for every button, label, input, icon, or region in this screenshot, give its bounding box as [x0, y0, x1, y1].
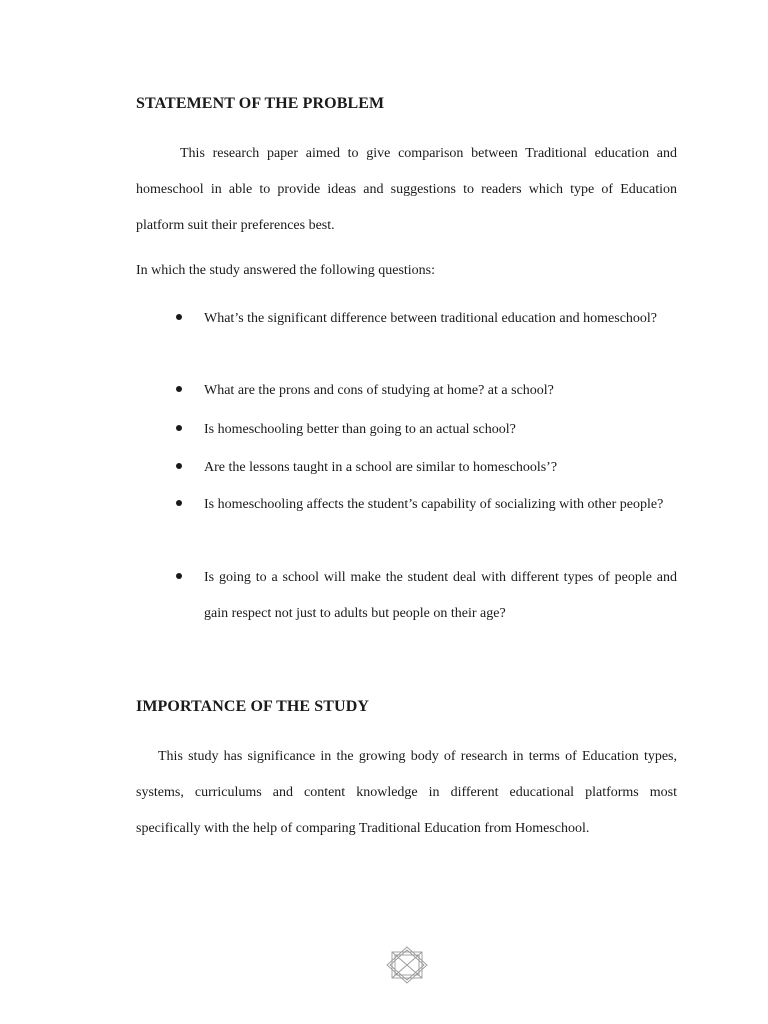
bullet-icon — [176, 573, 182, 579]
importance-paragraph: This study has significance in the growing body of research in terms of Education types, systems, curriculums and content knowledge in different educational platforms most specifically with the help of comparing Traditional Education from Homeschool. — [136, 749, 677, 836]
bullet-icon — [176, 314, 182, 320]
bullet-icon — [176, 500, 182, 506]
question-text: Is going to a school will make the student deal with different types of people and gain respect not just to adults but people on their age? — [204, 570, 677, 621]
question-text: Is homeschooling better than going to an actual school? — [204, 422, 516, 437]
bullet-icon — [176, 425, 182, 431]
bullet-icon — [176, 463, 182, 469]
question-text: What’s the significant difference between traditional education and homeschool? — [204, 311, 658, 326]
problem-paragraph: This research paper aimed to give comparison between Traditional education and homeschool in able to provide ideas and suggestions to readers which type of Education platform suit their preferences best. — [136, 146, 677, 233]
question-text: Are the lessons taught in a school are similar to homeschools’? — [204, 460, 558, 475]
question-text: Is homeschooling affects the student’s capability of socializing with other people? — [204, 497, 664, 512]
questions-intro: In which the study answered the following questions: — [136, 263, 436, 278]
decorative-ornament-icon — [386, 946, 428, 984]
bullet-icon — [176, 386, 182, 392]
importance-heading: IMPORTANCE OF THE STUDY — [136, 698, 370, 715]
question-text: What are the prons and cons of studying at home? at a school? — [204, 383, 554, 398]
problem-heading: STATEMENT OF THE PROBLEM — [136, 95, 385, 112]
